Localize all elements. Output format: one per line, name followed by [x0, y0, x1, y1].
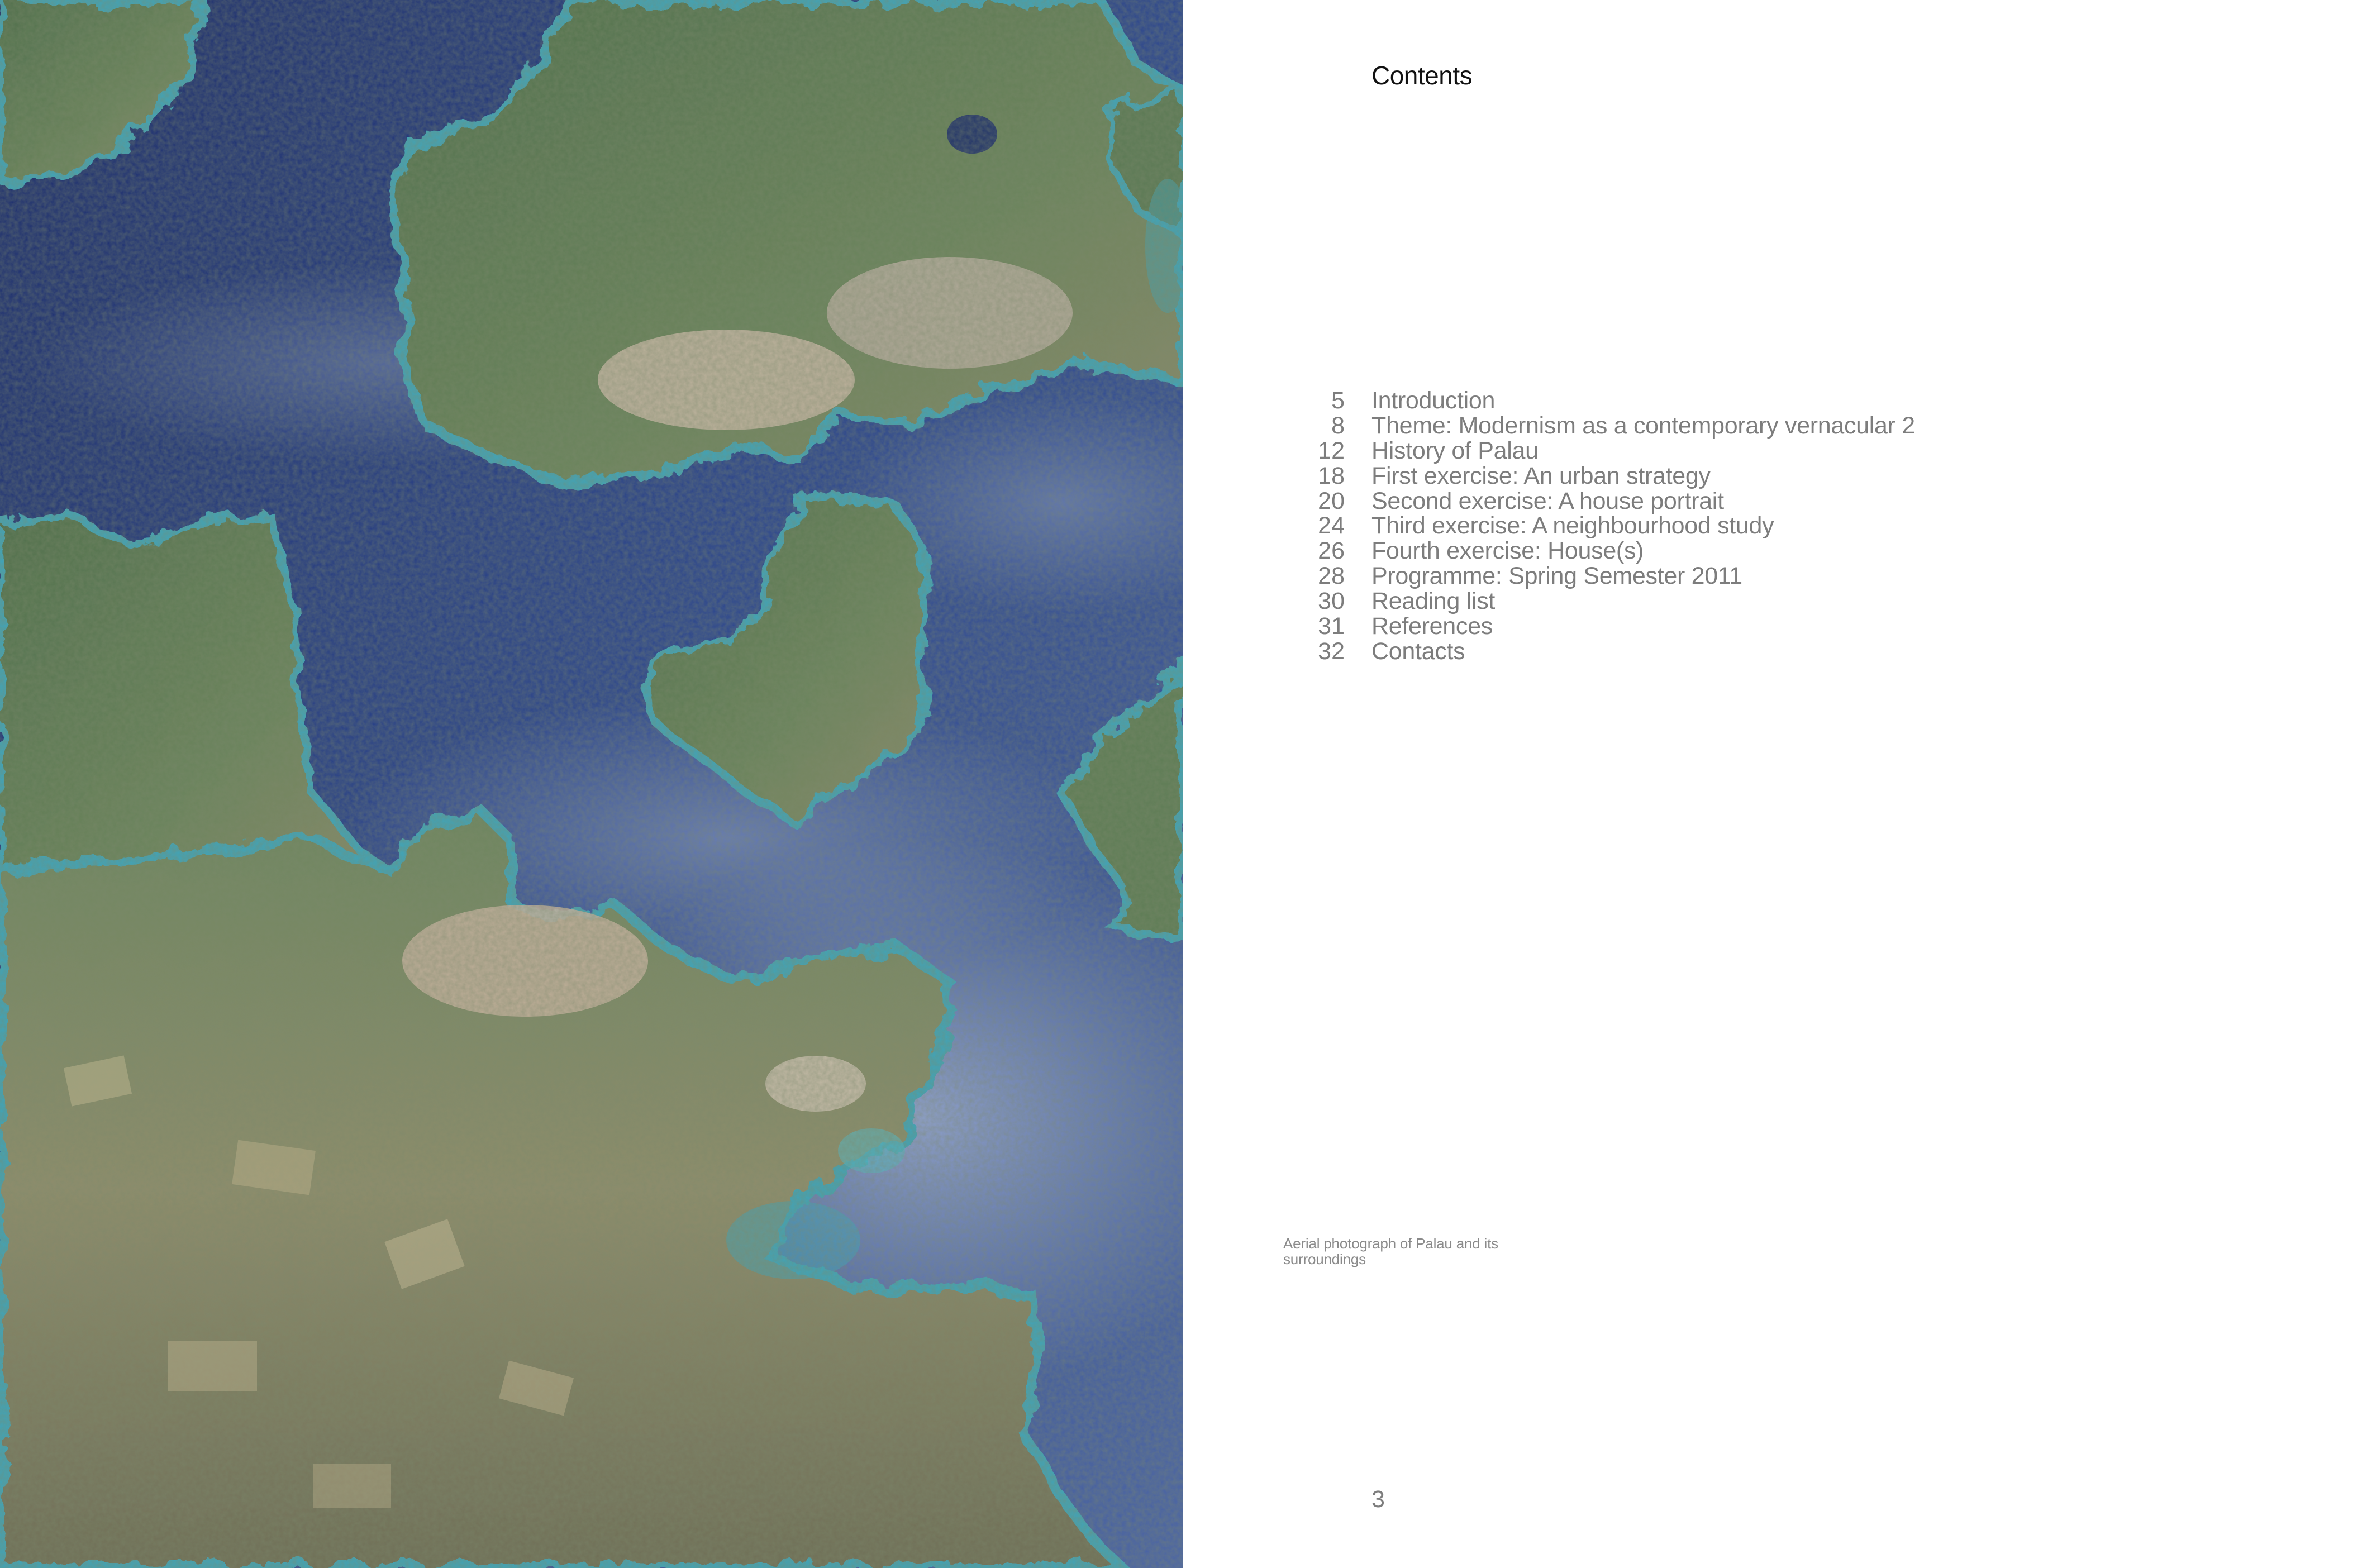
- toc-page-number: 18: [1318, 462, 1345, 489]
- toc-label: History of Palau: [1371, 437, 1539, 464]
- toc-label: First exercise: An urban strategy: [1371, 462, 1711, 489]
- aerial-photograph-image: [0, 0, 1183, 1568]
- page-title: Contents: [1371, 61, 1473, 90]
- toc-page-number: 20: [1318, 487, 1345, 514]
- toc-page-number: 31: [1318, 613, 1345, 640]
- toc-label: Contacts: [1371, 637, 1465, 665]
- toc-label: Reading list: [1371, 588, 1496, 615]
- toc-label: Introduction: [1371, 387, 1496, 414]
- toc-page-number: 28: [1318, 563, 1345, 590]
- toc-page-number: 30: [1318, 588, 1345, 615]
- aerial-photograph: [0, 0, 1183, 1568]
- toc-page-number: 24: [1318, 512, 1345, 540]
- toc-page-number: 26: [1318, 537, 1345, 565]
- toc-page-number: 12: [1318, 437, 1345, 464]
- toc-label: Second exercise: A house portrait: [1371, 487, 1724, 514]
- toc-page-number: 32: [1318, 637, 1345, 665]
- photo-caption: Aerial photograph of Palau and its surroundings: [1283, 1235, 1498, 1267]
- toc-label: Theme: Modernism as a contemporary vernacular 2: [1371, 412, 1915, 439]
- toc-label: References: [1371, 613, 1493, 640]
- toc-page-number: 5: [1331, 387, 1345, 414]
- toc-label: Programme: Spring Semester 2011: [1371, 563, 1742, 590]
- toc-label: Third exercise: A neighbourhood study: [1371, 512, 1774, 540]
- page-number: 3: [1371, 1486, 1385, 1513]
- contents-page: [1183, 0, 2367, 1568]
- toc-page-number: 8: [1331, 412, 1345, 439]
- toc-label: Fourth exercise: House(s): [1371, 537, 1644, 565]
